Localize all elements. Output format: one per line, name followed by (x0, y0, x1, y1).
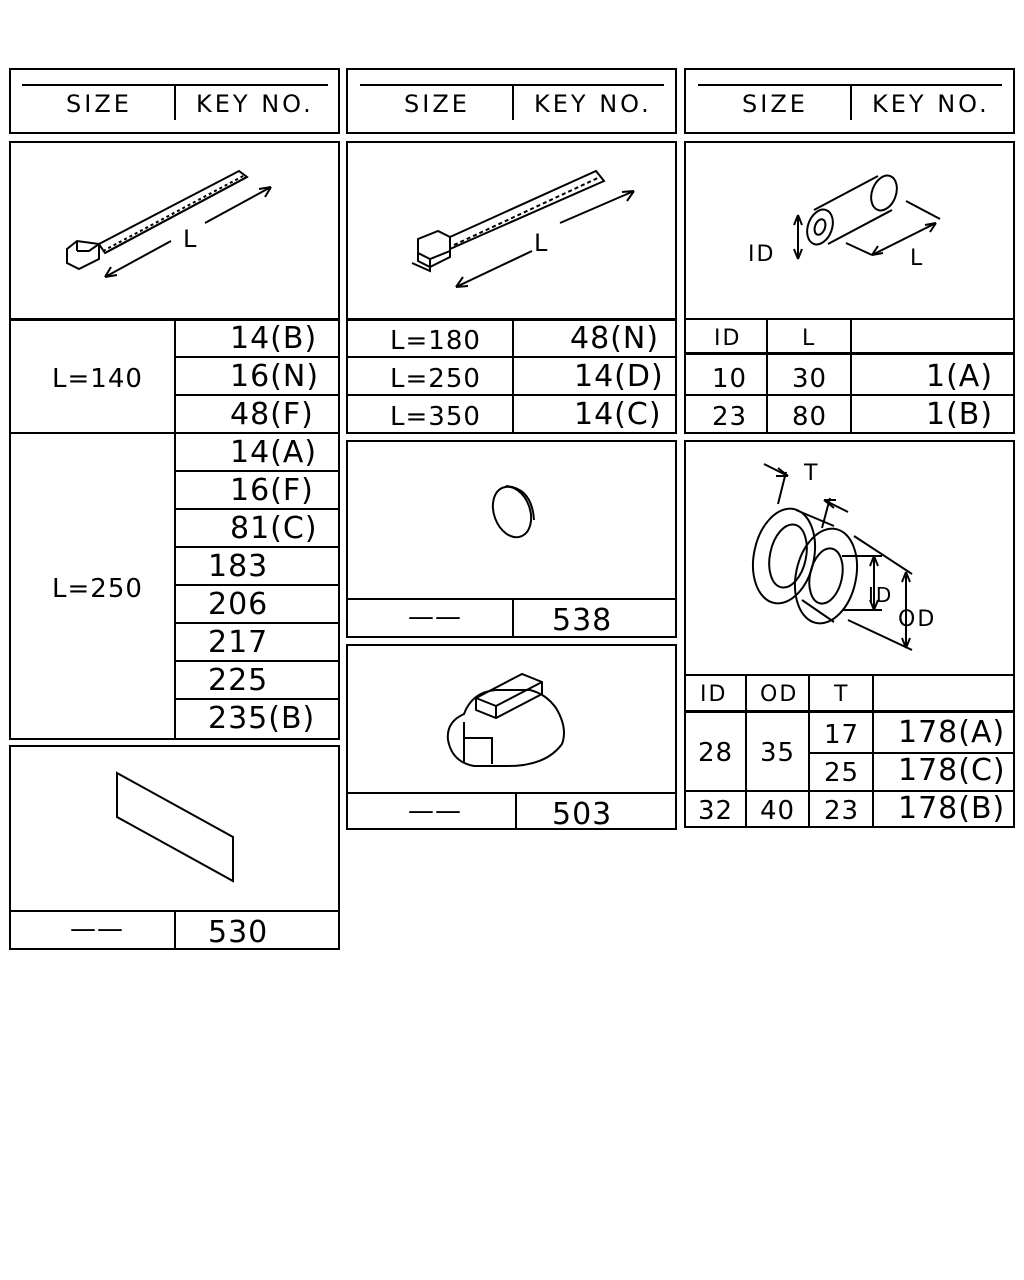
col2-header-key: KEY NO. (534, 90, 652, 118)
col3-tube-row2-id: 23 (712, 402, 748, 432)
col3-grommet-table-divider-3 (872, 674, 874, 828)
col2-disc-key: 538 (552, 603, 613, 638)
col1-tape-size: —— (70, 914, 124, 944)
grommet-id-label: ID (868, 583, 894, 607)
col1-group2-rule-3 (174, 546, 340, 548)
col3-header-divider (850, 86, 852, 120)
col1-header-key: KEY NO. (196, 90, 314, 118)
col2-size-table-divider (512, 318, 514, 434)
col3-tube-row2-key: 1(B) (926, 397, 994, 432)
col3-grommet-table-divider-2 (808, 674, 810, 828)
col1-group1-size: L=140 (52, 364, 143, 394)
col2-row2-size: L=250 (390, 364, 481, 394)
col2-clip-divider (515, 792, 517, 830)
col1-group1-divider (174, 318, 176, 434)
col1-group1-key-2: 16(N) (230, 359, 320, 394)
col1-group2-key-3: 81(C) (230, 511, 318, 546)
col3-tube-header-l: L (802, 326, 817, 351)
col1-header-divider (174, 86, 176, 120)
col3-grommet-row2-id: 32 (698, 796, 734, 826)
col1-header-size: SIZE (66, 90, 132, 118)
col3-grommet-row1-t2: 25 (824, 758, 860, 788)
col3-grommet-table-divider-1 (745, 674, 747, 828)
col3-grommet-row1-k1: 178(A) (898, 715, 1006, 750)
col1-group1-rule-1 (174, 356, 340, 358)
tube-id-label: ID (748, 242, 776, 267)
col1-group2-key-1: 14(A) (230, 435, 318, 470)
col3-tube-table-divider-2 (850, 318, 852, 434)
col2-size-table-rule-1 (346, 356, 677, 358)
col1-group1-rule-2 (174, 394, 340, 396)
col1-group1-key-3: 48(F) (230, 397, 314, 432)
col2-row1-size: L=180 (390, 326, 481, 356)
col3-tube-row1-key: 1(A) (926, 359, 994, 394)
disc-illustration (346, 440, 677, 598)
col3-grommet-row1-k2: 178(C) (898, 753, 1006, 788)
col3-grommet-row2-t: 23 (824, 796, 860, 826)
col2-header-size: SIZE (404, 90, 470, 118)
cable-tie-mount-dim-label: L (534, 229, 548, 257)
col2-disc-divider (512, 598, 514, 638)
col1-group2-size: L=250 (52, 574, 143, 604)
col3-header-key: KEY NO. (872, 90, 990, 118)
col2-size-table-rule-2 (346, 394, 677, 396)
col1-group2-key-4: 183 (208, 549, 269, 584)
col1-group2-rule-7 (174, 698, 340, 700)
col2-clip-size: —— (408, 796, 462, 826)
col1-group2-key-5: 206 (208, 587, 269, 622)
col3-tube-row2-l: 80 (792, 402, 828, 432)
grommet-od-label: OD (898, 607, 937, 632)
col1-tape-key: 530 (208, 915, 269, 950)
col1-group2-key-8: 235(B) (208, 701, 316, 736)
col1-group2-rule-2 (174, 508, 340, 510)
cable-tie-mount-illustration (346, 141, 677, 321)
tube-illustration (684, 141, 1015, 321)
col3-tube-row1-l: 30 (792, 364, 828, 394)
col2-row1-key: 48(N) (570, 321, 660, 356)
col3-grommet-header-id: ID (700, 682, 728, 707)
col1-tape-divider (174, 910, 176, 950)
col3-grommet-row2-key: 178(B) (898, 791, 1006, 826)
col3-grommet-row1-t1: 17 (824, 720, 860, 750)
cable-tie-dim-label: L (183, 225, 197, 253)
col1-group2-key-6: 217 (208, 625, 269, 660)
col3-grommet-header-t: T (834, 682, 850, 707)
col3-tube-header-id: ID (714, 326, 742, 351)
col2-clip-key: 503 (552, 797, 613, 832)
col3-grommet-table-header-rule (684, 710, 1015, 713)
col3-tube-table-divider-1 (766, 318, 768, 434)
col1-group2-rule-6 (174, 660, 340, 662)
col3-grommet-header-od: OD (760, 682, 799, 707)
clip-illustration (346, 644, 677, 792)
col3-header-size: SIZE (742, 90, 808, 118)
col2-clip-rule (346, 792, 677, 794)
col3-grommet-table-top-rule (684, 674, 1015, 676)
col1-group2-rule-5 (174, 622, 340, 624)
col2-row3-size: L=350 (390, 402, 481, 432)
col2-disc-size: —— (408, 602, 462, 632)
col3-grommet-row1-id: 28 (698, 738, 734, 768)
cable-tie-illustration (9, 141, 340, 321)
col1-group2-rule-1 (174, 470, 340, 472)
tape-illustration (9, 745, 340, 910)
col1-group2-key-7: 225 (208, 663, 269, 698)
col2-row2-key: 14(D) (574, 359, 664, 394)
col1-group2-rule-4 (174, 584, 340, 586)
grommet-t-label: T (804, 461, 818, 486)
col1-group2-divider (174, 432, 176, 740)
tube-l-label: L (910, 246, 923, 271)
col2-header-divider (512, 86, 514, 120)
col3-grommet-row2-od: 40 (760, 796, 796, 826)
col3-grommet-row1-od: 35 (760, 738, 796, 768)
col3-tube-row1-id: 10 (712, 364, 748, 394)
grommet-illustration (684, 440, 1015, 676)
col2-row3-key: 14(C) (574, 397, 662, 432)
col1-group2-key-2: 16(F) (230, 473, 314, 508)
col1-group1-key-1: 14(B) (230, 321, 318, 356)
